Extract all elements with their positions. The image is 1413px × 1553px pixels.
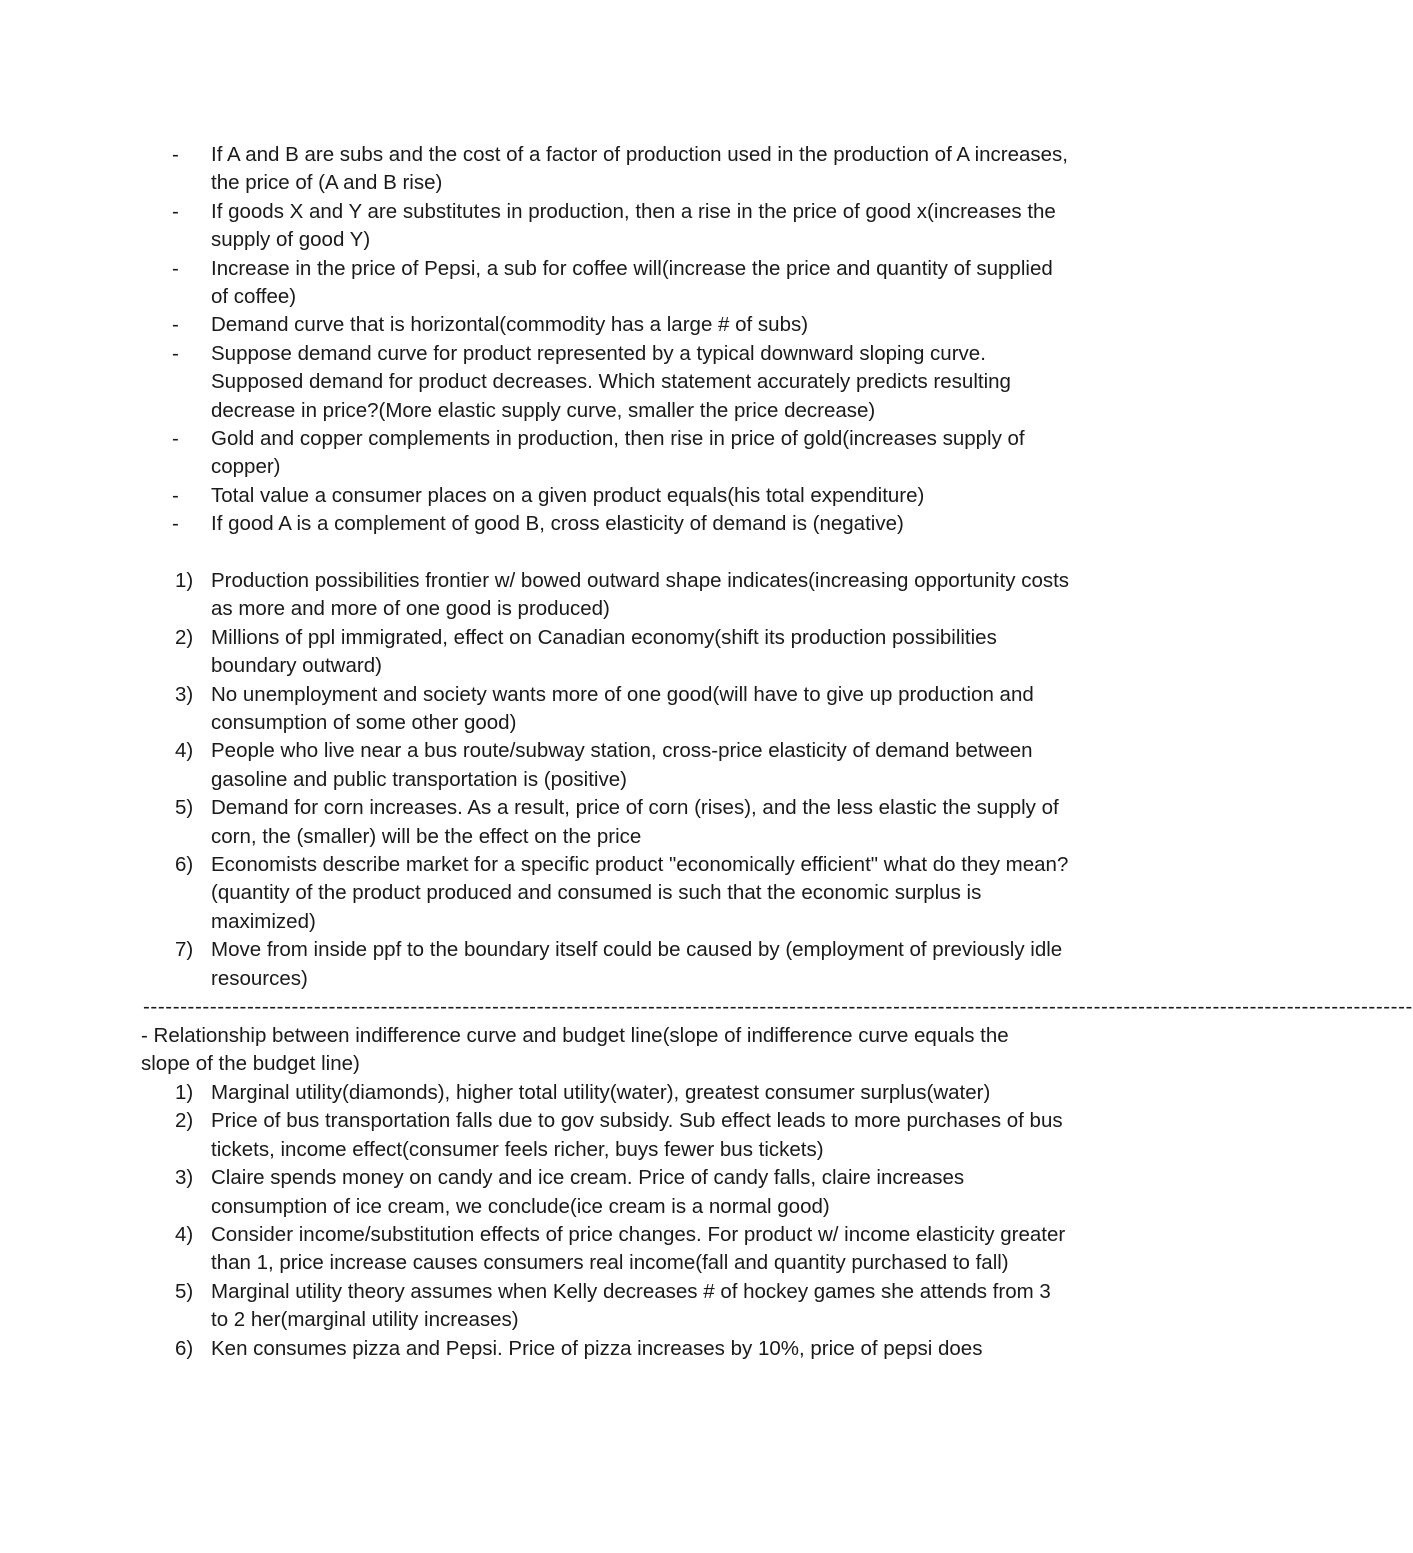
dash-marker: - [172, 199, 179, 223]
item-number: 7) [175, 938, 194, 962]
list-item [0, 624, 1071, 681]
dash-marker: - [172, 313, 179, 337]
paragraph: - Relationship between indifference curve and budget line(slope of indifference curve equals the slope of the budget line) [141, 1024, 1009, 1076]
item-number: 6) [175, 1336, 194, 1360]
item-number: 1) [175, 569, 194, 592]
list-item [0, 567, 1071, 624]
item-text: Demand for corn increases. As a result, price of corn (rises), and the less elastic the supply of corn, the (smaller) will be the effect on the price [211, 796, 1059, 848]
item-text: Total value a consumer places on a given product equals(his total expenditure) [211, 483, 925, 507]
list-item [0, 1164, 1071, 1221]
item-number: 2) [175, 625, 194, 649]
item-text: Gold and copper complements in production, then rise in price of gold(increases supply of copper) [211, 427, 1025, 479]
list-item [0, 482, 1071, 510]
dashed-separator: --------------------------------------------------------------------------------------------------------------------------------------------------------------------------- [143, 995, 1413, 1018]
list-item [0, 936, 1071, 993]
item-text: Move from inside ppf to the boundary itself could be caused by (employment of previously idle resources) [211, 938, 1063, 990]
item-text: Marginal utility theory assumes when Kelly decreases # of hockey games she attends from 3 to 2 her(marginal utility increases) [211, 1279, 1051, 1332]
dash-marker: - [172, 341, 179, 365]
item-text: Suppose demand curve for product represented by a typical downward sloping curve. Supposed demand for product decreases. Which statement accurately predicts resulting decrease in price?(More elastic supply curve, smaller the price decrease) [211, 341, 1011, 422]
item-text: No unemployment and society wants more of one good(will have to give up production and consumption of some other good) [211, 682, 1034, 735]
list-item [0, 141, 1071, 198]
dash-marker: - [172, 143, 179, 166]
list-item [0, 737, 1071, 794]
item-text: If A and B are subs and the cost of a factor of production used in the production of A increases, the price of (A and B rise) [211, 143, 1068, 195]
list-item [0, 1278, 1071, 1335]
item-text: Marginal utility(diamonds), higher total utility(water), greatest consumer surplus(water) [211, 1081, 991, 1104]
item-text: Price of bus transportation falls due to gov subsidy. Sub effect leads to more purchases of bus tickets, income effect(consumer feels richer, buys fewer bus tickets) [211, 1109, 1063, 1161]
item-text: Increase in the price of Pepsi, a sub for coffee will(increase the price and quantity of supplied of coffee) [211, 256, 1053, 309]
dash-marker: - [172, 256, 179, 280]
dash-marker: - [172, 427, 179, 451]
list-item [0, 255, 1071, 312]
item-number: 1) [175, 1081, 194, 1104]
list-item [0, 1107, 1071, 1164]
item-number: 4) [175, 739, 194, 763]
item-text: Ken consumes pizza and Pepsi. Price of pizza increases by 10%, price of pepsi does [211, 1336, 983, 1360]
item-text: Millions of ppl immigrated, effect on Canadian economy(shift its production possibilities boundary outward) [211, 625, 997, 678]
numbered-list-1 [0, 567, 1200, 993]
item-text: People who live near a bus route/subway station, cross-price elasticity of demand between gasoline and public transportation is (positive) [211, 739, 1033, 791]
dash-marker: - [172, 483, 179, 507]
item-text: If goods X and Y are substitutes in production, then a rise in the price of good x(increases the supply of good Y) [211, 199, 1056, 252]
list-item [0, 1335, 1071, 1363]
list-item [0, 510, 1071, 538]
list-item [0, 198, 1071, 255]
item-number: 4) [175, 1223, 194, 1247]
bullet-list [0, 141, 1200, 539]
item-text: If good A is a complement of good B, cross elasticity of demand is (negative) [211, 512, 904, 536]
list-item [0, 1221, 1071, 1278]
item-text: Claire spends money on candy and ice cream. Price of candy falls, claire increases consumption of ice cream, we conclude(ice cream is a normal good) [211, 1166, 965, 1218]
list-item [0, 340, 1071, 425]
item-number: 6) [175, 853, 194, 877]
item-number: 2) [175, 1109, 194, 1133]
numbered-list-2 [0, 1079, 1200, 1363]
item-text: Consider income/substitution effects of price changes. For product w/ income elasticity greater than 1, price increase causes consumers real income(fall and quantity purchased to fall) [211, 1223, 1066, 1275]
item-number: 3) [175, 1166, 194, 1190]
list-item [0, 851, 1071, 936]
list-item [0, 311, 1071, 339]
list-item [0, 794, 1071, 851]
list-item [0, 425, 1071, 482]
item-number: 5) [175, 1279, 194, 1303]
item-text: Economists describe market for a specific product "economically efficient" what do they mean?(quantity of the product produced and consumed is such that the economic surplus is maximized) [211, 853, 1069, 933]
item-number: 5) [175, 796, 194, 820]
dash-marker: - [172, 512, 179, 536]
list-item [0, 681, 1071, 738]
item-text: Demand curve that is horizontal(commodity has a large # of subs) [211, 313, 809, 337]
item-number: 3) [175, 682, 194, 706]
item-text: Production possibilities frontier w/ bowed outward shape indicates(increasing opportunity costs as more and more of one good is produced) [211, 569, 1070, 621]
list-item [0, 1079, 1071, 1107]
